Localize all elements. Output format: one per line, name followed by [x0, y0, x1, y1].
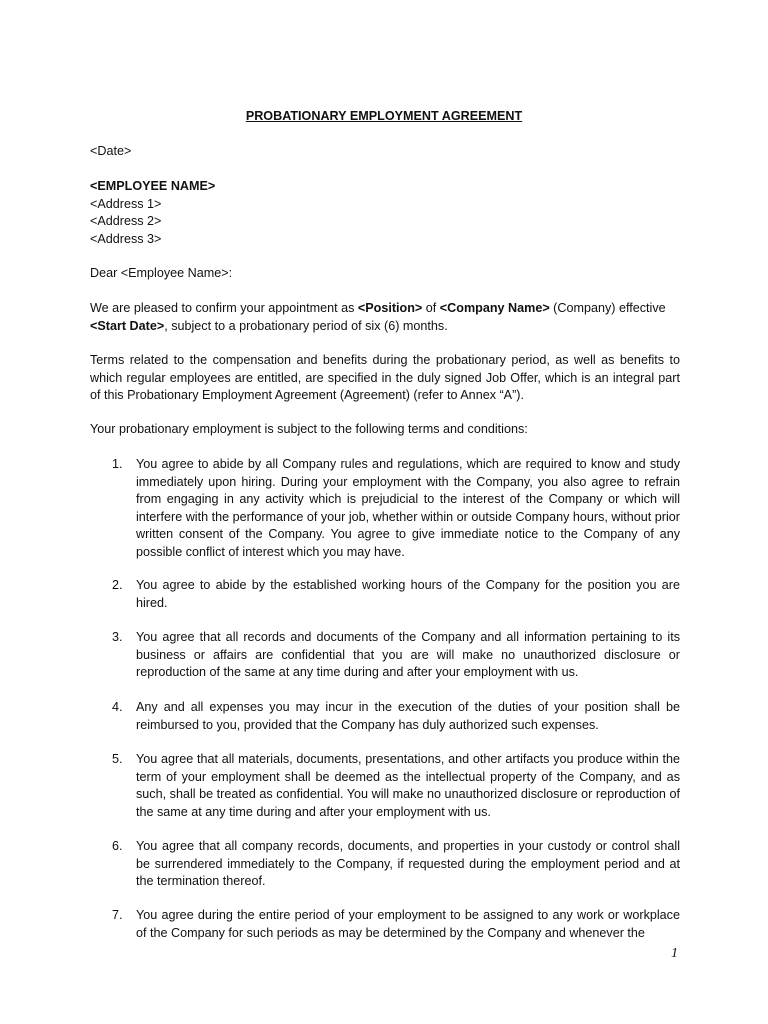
paragraph-appointment	[90, 300, 680, 335]
recipient-address-block	[90, 178, 680, 248]
list-item-number: 7.	[112, 908, 123, 922]
company-name-placeholder: <Company Name>	[439, 301, 550, 315]
address-line-3: <Address 3>	[90, 231, 162, 246]
list-item-number: 6.	[112, 839, 123, 853]
position-placeholder: <Position>	[357, 301, 423, 315]
list-item-number: 2.	[112, 578, 123, 592]
salutation-text: Dear <Employee Name>:	[90, 266, 233, 280]
list-item-text: You agree that all records and documents of the Company and all information pertaining to its business or affairs are confidential that you are will make no unauthorized disclosure or reproduction of the same at any time during and after your employment with us.	[136, 630, 680, 680]
employee-name: <EMPLOYEE NAME>	[90, 179, 216, 193]
date-line	[90, 143, 680, 161]
list-item-text: You agree to abide by all Company rules and regulations, which are required to know and study immediately upon hiring. During your employment with the Company, you also agree to refrain from engaging in any activity which is prejudicial to the interest of the Company or which will interfere with the performance of your job, whether within or outside Company hours, without prior written consent of the Company. You agree to give immediate notice to the Company of any possible conflict of interest which you may have.	[136, 457, 680, 559]
paragraph-terms-intro: Your probationary employment is subject to the following terms and conditions:	[90, 422, 528, 436]
page-number: 1	[671, 946, 678, 961]
list-item-text: You agree to abide by the established working hours of the Company for the position you are hired.	[136, 578, 680, 610]
start-date-placeholder: <Start Date>	[90, 318, 165, 333]
p1-text-b: of	[422, 301, 440, 315]
document-title: PROBATIONARY EMPLOYMENT AGREEMENT	[245, 109, 523, 123]
address-line-1: <Address 1>	[90, 196, 162, 211]
paragraph-terms-compensation: Terms related to the compensation and benefits during the probationary period, as well as benefits to which regular employees are entitled, are specified in the duly signed Job Offer, which is an integral part of this Probationary Employment Agreement (Agreement) (refer to Annex “A”).	[90, 353, 680, 403]
p1-text-d: , subject to a probationary period of six (6) months.	[164, 318, 448, 333]
list-item-text: You agree that all company records, documents, and properties in your custody or control shall be surrendered immediately to the Company, if requested during the employment period and at the termination thereof.	[136, 839, 680, 889]
p1-text-c: (Company) effective	[549, 301, 666, 315]
list-item-text: Any and all expenses you may incur in the execution of the duties of your position shall be reimbursed to you, provided that the Company has duly authorized such expenses.	[136, 700, 680, 732]
list-item-text: You agree during the entire period of your employment to be assigned to any work or workplace of the Company for such periods as may be determined by the Company and whenever the	[136, 908, 680, 940]
p1-text-a: We are pleased to confirm your appointment as	[90, 301, 358, 315]
list-item-number: 5.	[112, 752, 123, 766]
list-item-number: 3.	[112, 630, 123, 644]
list-item-number: 4.	[112, 700, 123, 714]
list-item-text: You agree that all materials, documents, presentations, and other artifacts you produce within the term of your employment shall be deemed as the intellectual property of the Company, and as such, shall be treated as confidential. You will make no unauthorized disclosure or reproduction of the same at any time during and after your employment with us.	[136, 752, 680, 819]
date-text: <Date>	[90, 144, 132, 158]
address-line-2: <Address 2>	[90, 214, 162, 229]
list-item-number: 1.	[112, 457, 123, 471]
salutation	[90, 265, 680, 283]
